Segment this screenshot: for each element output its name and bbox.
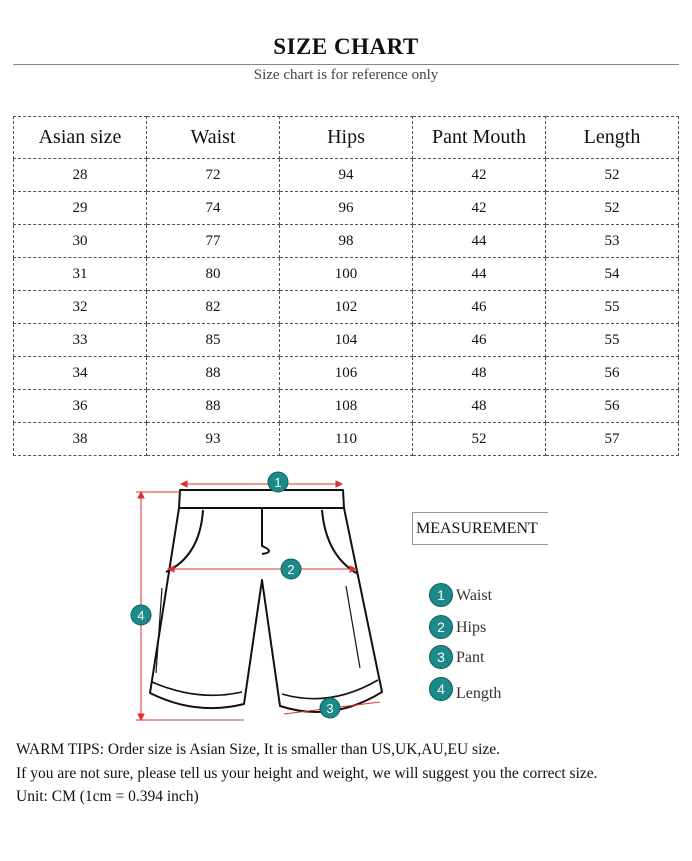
table-cell: 55 <box>546 291 679 324</box>
table-cell: 52 <box>546 159 679 192</box>
waist-arrow-left <box>181 481 187 487</box>
number-3-icon: 3 <box>429 645 453 669</box>
table-cell: 31 <box>14 258 147 291</box>
measurement-legend-title: MEASUREMENT <box>412 512 548 545</box>
table-cell: 104 <box>280 324 413 357</box>
number-1-icon: 1 <box>429 583 453 607</box>
table-cell: 48 <box>413 390 546 423</box>
left-pocket <box>166 510 203 572</box>
table-cell: 55 <box>546 324 679 357</box>
table-cell: 38 <box>14 423 147 456</box>
tips-line-3: Unit: CM (1cm = 0.394 inch) <box>16 788 199 805</box>
page-subtitle: Size chart is for reference only <box>253 67 439 83</box>
length-arrow-bottom <box>138 714 144 720</box>
table-cell: 56 <box>546 390 679 423</box>
table-cell: 32 <box>14 291 147 324</box>
table-cell: 57 <box>546 423 679 456</box>
table-cell: 48 <box>413 357 546 390</box>
shorts-outline <box>150 508 382 712</box>
number-4-icon: 4 <box>429 677 453 701</box>
header-length: Length <box>546 117 679 159</box>
table-row <box>14 357 679 390</box>
legend-label-length: Length <box>456 685 502 702</box>
marker-2-label: 2 <box>287 562 295 577</box>
page-title: SIZE CHART <box>273 34 419 59</box>
marker-1-label: 1 <box>274 475 282 490</box>
tips-line-2: If you are not sure, please tell us your height and weight, we will suggest you the correct size. <box>16 764 598 782</box>
table-row <box>14 324 679 357</box>
header-hips: Hips <box>280 117 413 159</box>
table-cell: 72 <box>147 159 280 192</box>
table-cell: 54 <box>546 258 679 291</box>
table-cell: 46 <box>413 291 546 324</box>
table-row <box>14 258 679 291</box>
right-pocket <box>322 510 358 574</box>
legend-label-hips: Hips <box>456 619 487 636</box>
table-cell: 44 <box>413 225 546 258</box>
table-cell: 88 <box>147 357 280 390</box>
legend-label-pant: Pant <box>456 649 485 666</box>
right-hem <box>282 680 378 699</box>
header-waist: Waist <box>147 117 280 159</box>
waistband-outline <box>179 490 344 508</box>
table-cell: 102 <box>280 291 413 324</box>
table-cell: 33 <box>14 324 147 357</box>
table-cell: 110 <box>280 423 413 456</box>
table-cell: 85 <box>147 324 280 357</box>
table-cell: 80 <box>147 258 280 291</box>
fly-stitch <box>262 508 269 554</box>
waist-arrow-right <box>336 481 342 487</box>
table-row <box>14 225 679 258</box>
length-arrow-top <box>138 492 144 498</box>
table-cell: 53 <box>546 225 679 258</box>
table-row <box>14 291 679 324</box>
table-cell: 29 <box>14 192 147 225</box>
table-cell: 98 <box>280 225 413 258</box>
table-cell: 42 <box>413 159 546 192</box>
left-crease <box>156 588 162 673</box>
table-cell: 82 <box>147 291 280 324</box>
table-cell: 100 <box>280 258 413 291</box>
table-cell: 94 <box>280 159 413 192</box>
table-cell: 30 <box>14 225 147 258</box>
table-cell: 88 <box>147 390 280 423</box>
table-cell: 46 <box>413 324 546 357</box>
shorts-measurement-diagram <box>0 468 400 733</box>
table-header-row <box>14 117 679 159</box>
table-cell: 36 <box>14 390 147 423</box>
table-row <box>14 159 679 192</box>
table-cell: 106 <box>280 357 413 390</box>
table-cell: 52 <box>546 192 679 225</box>
table-cell: 108 <box>280 390 413 423</box>
table-cell: 34 <box>14 357 147 390</box>
table-row <box>14 390 679 423</box>
table-cell: 93 <box>147 423 280 456</box>
marker-3-label: 3 <box>326 701 334 716</box>
title-divider <box>13 64 679 65</box>
table-cell: 42 <box>413 192 546 225</box>
marker-4-label: 4 <box>137 608 145 623</box>
right-crease <box>346 586 360 668</box>
table-row <box>14 423 679 456</box>
number-2-icon: 2 <box>429 615 453 639</box>
table-cell: 52 <box>413 423 546 456</box>
header-pant-mouth: Pant Mouth <box>413 117 546 159</box>
warm-tips <box>16 738 680 809</box>
header-asian-size: Asian size <box>14 117 147 159</box>
table-cell: 44 <box>413 258 546 291</box>
legend-label-waist: Waist <box>456 587 493 604</box>
table-cell: 74 <box>147 192 280 225</box>
table-row <box>14 192 679 225</box>
table-cell: 28 <box>14 159 147 192</box>
table-cell: 77 <box>147 225 280 258</box>
size-table <box>13 116 679 456</box>
tips-line-1: WARM TIPS: Order size is Asian Size, It is smaller than US,UK,AU,EU size. <box>16 741 501 758</box>
table-cell: 56 <box>546 357 679 390</box>
table-cell: 96 <box>280 192 413 225</box>
left-hem <box>152 682 242 695</box>
